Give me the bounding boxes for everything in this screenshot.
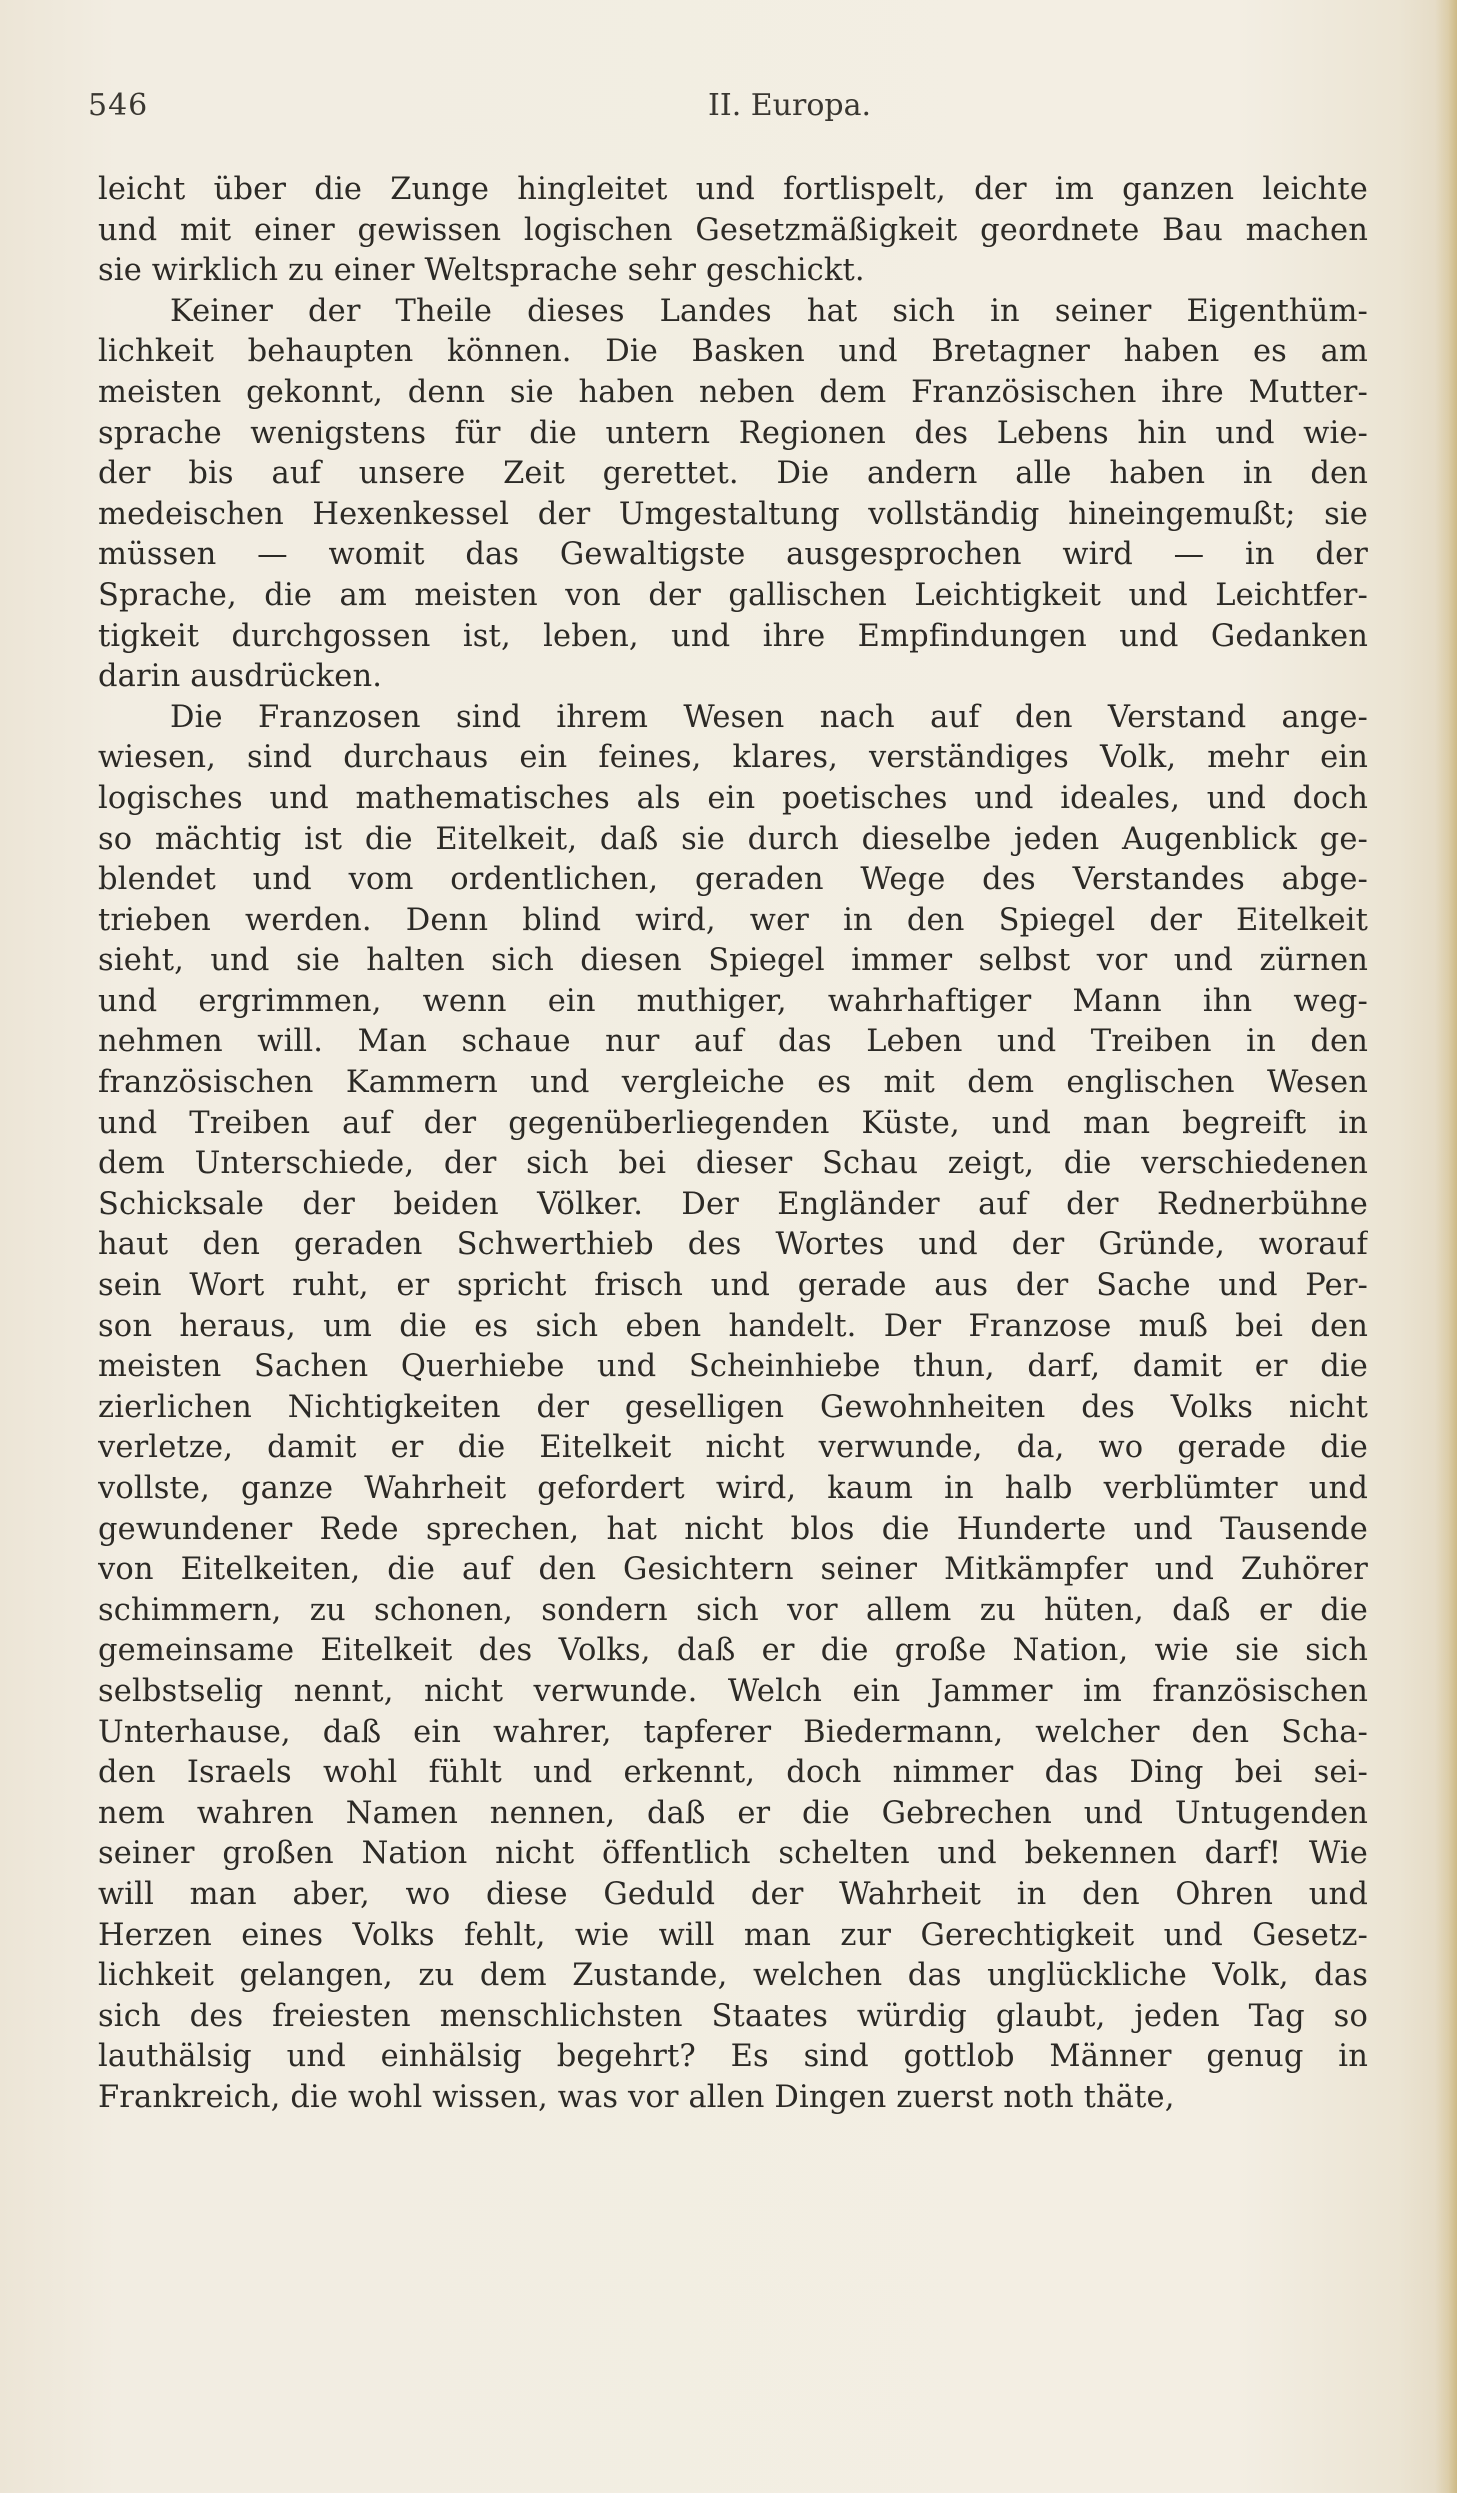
text-line: blendet und vom ordentlichen, geraden Wege des Verstandes abge- xyxy=(98,862,1368,898)
text-line: Unterhause, daß ein wahrer, tapferer Biedermann, welcher den Scha- xyxy=(98,1714,1368,1750)
text-line: wiesen, sind durchaus ein feines, klares, verständiges Volk, mehr ein xyxy=(98,740,1368,776)
text-line: sprache wenigstens für die untern Regionen des Lebens hin und wie- xyxy=(98,415,1368,451)
running-head: II. Europa. xyxy=(708,88,872,123)
text-line: dem Unterschiede, der sich bei dieser Schau zeigt, die verschiedenen xyxy=(98,1146,1368,1182)
text-line: nehmen will. Man schaue nur auf das Leben und Treiben in den xyxy=(98,1024,1368,1060)
text-line: son heraus, um die es sich eben handelt. Der Franzose muß bei den xyxy=(98,1308,1368,1344)
text-line: gemeinsame Eitelkeit des Volks, daß er die große Nation, wie sie sich xyxy=(98,1633,1368,1669)
text-line: meisten gekonnt, denn sie haben neben dem Französischen ihre Mutter- xyxy=(98,374,1368,410)
text-line: sein Wort ruht, er spricht frisch und gerade aus der Sache und Per- xyxy=(98,1268,1368,1304)
text-line: medeischen Hexenkessel der Umgestaltung vollständig hineingemußt; sie xyxy=(98,496,1368,532)
text-line: sie wirklich zu einer Weltsprache sehr geschickt. xyxy=(98,253,865,289)
text-line: Die Franzosen sind ihrem Wesen nach auf den Verstand ange- xyxy=(170,699,1368,735)
text-line: darin ausdrücken. xyxy=(98,659,383,695)
text-line: tigkeit durchgossen ist, leben, und ihre Empfindungen und Gedanken xyxy=(98,618,1368,654)
text-line: Frankreich, die wohl wissen, was vor allen Dingen zuerst noth thäte, xyxy=(98,2079,1175,2115)
text-line: will man aber, wo diese Geduld der Wahrheit in den Ohren und xyxy=(98,1876,1368,1912)
text-line: und Treiben auf der gegenüberliegenden Küste, und man begreift in xyxy=(98,1105,1368,1141)
text-line: und ergrimmen, wenn ein muthiger, wahrhaftiger Mann ihn weg- xyxy=(98,983,1368,1019)
text-line: meisten Sachen Querhiebe und Scheinhiebe thun, darf, damit er die xyxy=(98,1349,1368,1385)
text-line: vollste, ganze Wahrheit gefordert wird, kaum in halb verblümter und xyxy=(98,1471,1368,1506)
text-line: schimmern, zu schonen, sondern sich vor allem zu hüten, daß er die xyxy=(98,1592,1368,1628)
text-line: haut den geraden Schwerthieb des Wortes und der Gründe, worauf xyxy=(98,1227,1368,1263)
text-line: französischen Kammern und vergleiche es mit dem englischen Wesen xyxy=(98,1065,1368,1101)
page-number: 546 xyxy=(88,88,149,123)
text-line: gewundener Rede sprechen, hat nicht blos die Hunderte und Tausende xyxy=(98,1511,1368,1547)
text-line: der bis auf unsere Zeit gerettet. Die andern alle haben in den xyxy=(98,456,1368,492)
text-line: seiner großen Nation nicht öffentlich schelten und bekennen darf! Wie xyxy=(98,1836,1368,1872)
text-line: zierlichen Nichtigkeiten der geselligen Gewohnheiten des Volks nicht xyxy=(98,1389,1368,1425)
text-line: nem wahren Namen nennen, daß er die Gebrechen und Untugenden xyxy=(98,1795,1368,1831)
text-line: lichkeit behaupten können. Die Basken und Bretagner haben es am xyxy=(98,334,1368,370)
text-line: trieben werden. Denn blind wird, wer in den Spiegel der Eitelkeit xyxy=(98,902,1368,938)
text-line: lauthälsig und einhälsig begehrt? Es sind gottlob Männer genug in xyxy=(98,2039,1368,2075)
text-line: und mit einer gewissen logischen Gesetzmäßigkeit geordnete Bau machen xyxy=(98,212,1368,248)
text-line: sich des freiesten menschlichsten Staates würdig glaubt, jeden Tag so xyxy=(98,1998,1368,2034)
body-text xyxy=(98,170,1368,2119)
text-line: Herzen eines Volks fehlt, wie will man zur Gerechtigkeit und Gesetz- xyxy=(98,1917,1368,1953)
text-line: müssen — womit das Gewaltigste ausgesprochen wird — in der xyxy=(98,537,1368,573)
text-line: selbstselig nennt, nicht verwunde. Welch ein Jammer im französischen xyxy=(98,1673,1368,1709)
text-line: logisches und mathematisches als ein poetisches und ideales, und doch xyxy=(98,780,1368,816)
text-line: so mächtig ist die Eitelkeit, daß sie durch dieselbe jeden Augenblick ge- xyxy=(98,821,1368,857)
text-line: von Eitelkeiten, die auf den Gesichtern seiner Mitkämpfer und Zuhörer xyxy=(98,1552,1368,1588)
text-line: den Israels wohl fühlt und erkennt, doch nimmer das Ding bei sei- xyxy=(98,1755,1368,1791)
text-line: lichkeit gelangen, zu dem Zustande, welchen das unglückliche Volk, das xyxy=(98,1958,1368,1994)
text-line: Sprache, die am meisten von der gallischen Leichtigkeit und Leichtfer- xyxy=(98,577,1368,613)
text-line: sieht, und sie halten sich diesen Spiegel immer selbst vor und zürnen xyxy=(98,943,1368,979)
text-line: leicht über die Zunge hingleitet und fortlispelt, der im ganzen leichte xyxy=(98,172,1368,207)
text-line: Schicksale der beiden Völker. Der Engländer auf der Rednerbühne xyxy=(98,1186,1368,1222)
text-line: verletze, damit er die Eitelkeit nicht verwunde, da, wo gerade die xyxy=(98,1430,1368,1466)
text-line: Keiner der Theile dieses Landes hat sich in seiner Eigenthüm- xyxy=(170,293,1368,329)
page-header xyxy=(88,88,1368,132)
page-edge xyxy=(1435,0,1457,2493)
